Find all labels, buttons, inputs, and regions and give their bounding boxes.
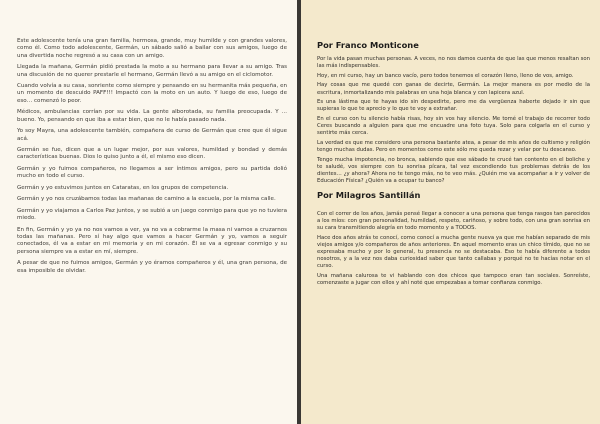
left-paragraph: En fin, Germán y yo ya no nos vamos a ver, ya no va a cobrarme la masa ni vamos a cruzarnos todas las mañanas. Pero sí hay algo que vamos a hacer Germán y yo, vamos a seguir conectados, él va a estar en mi memoria y en mi corazón. Él se va a egresar conmigo y su persona siempre va a estar en mí, siempre. bbox=[17, 226, 287, 255]
left-paragraph: Germán se fue, dicen que a un lugar mejor, por sus valores, humildad y bondad y demás características buenas. Dios lo quiso junto a él, el mismo eso dicen. bbox=[17, 147, 287, 161]
right-paragraph: Es una lástima que te hayas ido sin despedirte, pero me da vergüenza haberte dejado ir sin que supieras lo que te aprecio y lo que te voy a extrañar. bbox=[317, 99, 590, 113]
right-paragraph: Hace dos años atrás te conocí, como conocí a mucha gente nueva ya que me habían separado de mis viejos amigos y/o compañeros de años anteriores. En aquel momento eras un chico tímido, que no se expresaba mucho y por lo general, tu presencia no se destacaba. Eso te había diferente a todos nosotros, y a la vez nos daba curiosidad saber que tanto callabas y porqué no te hacías notar en el curso. bbox=[317, 234, 590, 270]
left-paragraph: Germán y yo nos cruzábamos todas las mañanas de camino a la escuela, por la misma calle. bbox=[17, 196, 276, 203]
right-page bbox=[301, 0, 600, 424]
right-paragraph: Con el correr de los años, jamás pensé llegar a conocer a una persona que tenga rasgos tan parecidos a los míos: con gran personalidad, humildad, respeto, cariñoso, y sobre todo, con una gran sonrisa en su cara transmitiendo alegría en todo momento y a TODOS. bbox=[317, 211, 590, 232]
section-heading-milagros: Por Milagros Santillán bbox=[317, 190, 421, 201]
left-paragraph: Germán y yo viajamos a Carlos Paz juntos, y se subió a un juego conmigo para que yo no tuviera miedo. bbox=[17, 207, 287, 222]
right-paragraph: En el curso con tu silencio había risas, hoy sin vos hay silencio. Me tomé el trabajo de recorrer todo Ceres buscando a alguien para que me encuadre una foto tuya. Solo para colgarla en el curso y sentirte más cerca. bbox=[317, 116, 590, 137]
right-paragraph: Hay cosas que me quedé con ganas de decirte, Germán. La mejor manera es por medio de la escritura, inmortalizando mis palabras en una hoja blanca y con lapicera azul. bbox=[317, 82, 590, 96]
left-paragraph: Yo soy Mayra, una adolescente también, compañera de curso de Germán que cree que él sigue acá. bbox=[17, 128, 287, 142]
left-paragraph: Cuando volvía a su casa, sonriente como siempre y pensando en su hermanita más pequeña, en un momento de descuido PAFF!!! Impactó con la moto en un auto. Y luego de eso, luego de eso… comenzó lo peor. bbox=[17, 83, 287, 104]
left-paragraph: Médicos, ambulancias corrían por su vida. La gente alborotada, su familia preocupada. Y ... bueno. Yo, pensando en que iba a estar bien, que no le había pasado nada. bbox=[17, 109, 287, 123]
left-paragraph: Llegada la mañana, Germán pidió prestada la moto a su hermano para llevar a su amigo. Tras una discusión de no querer prestarle el hermano, Germán llevó a su amigo en el ciclomotor. bbox=[17, 64, 287, 78]
right-paragraph: Tengo mucha impotencia, no bronca, sabiendo que ese sábado te crucé tan contento en el boliche y te saludé, vos siempre con tu sonrisa pícara, tal vez escondiendo tus problemas detrás de los dientes… ¿y ahora? Ahora no te tengo más, no te veo más. ¿Quién me va acompañar a ir y volver de Educación Física? ¿Quién va a ocupar tu banco? bbox=[317, 156, 590, 184]
right-paragraph: Por la vida pasan muchas personas. A veces, no nos damos cuenta de que las que menos resaltan son las más indispensables. bbox=[317, 56, 590, 70]
left-page bbox=[0, 0, 297, 424]
left-paragraph: Germán y yo fuimos compañeros, no llegamos a ser íntimos amigos, pero su partida dolió mucho en todo el curso. bbox=[17, 165, 287, 180]
left-paragraph: Germán y yo estuvimos juntos en Cataratas, en los grupos de competencia. bbox=[17, 184, 229, 191]
section-heading-franco: Por Franco Monticone bbox=[317, 40, 419, 50]
right-paragraph: Hoy, en mi curso, hay un banco vacío, pero todos tenemos el corazón lleno, lleno de vos, amigo. bbox=[317, 72, 574, 79]
left-paragraph: Este adolescente tenía una gran familia, hermosa, grande, muy humilde y con grandes valores, como él. Como todo adolescente, Germán, un sábado salió a bailar con sus amigos, luego de una divertida noche regresó a su casa con un amigo. bbox=[17, 38, 287, 59]
right-paragraph: La verdad es que me considero una persona bastante atea, a pesar de mis años de cultismo y religión tengo muchas dudas. Pero en momentos como este sólo me queda rezar y velar por tu descanso. bbox=[317, 139, 590, 153]
left-paragraph: A pesar de que no fuimos amigos, Germán y yo éramos compañeros y él, una gran persona, de esa imposible de olvidar. bbox=[17, 260, 287, 274]
right-paragraph: Una mañana calurosa te vi hablando con dos chicos que tampoco eran tan sociales. Sonreíste, comenzaste a jugar con ellos y ahí noté que empezabas a tomar confianza conmigo. bbox=[317, 273, 590, 287]
